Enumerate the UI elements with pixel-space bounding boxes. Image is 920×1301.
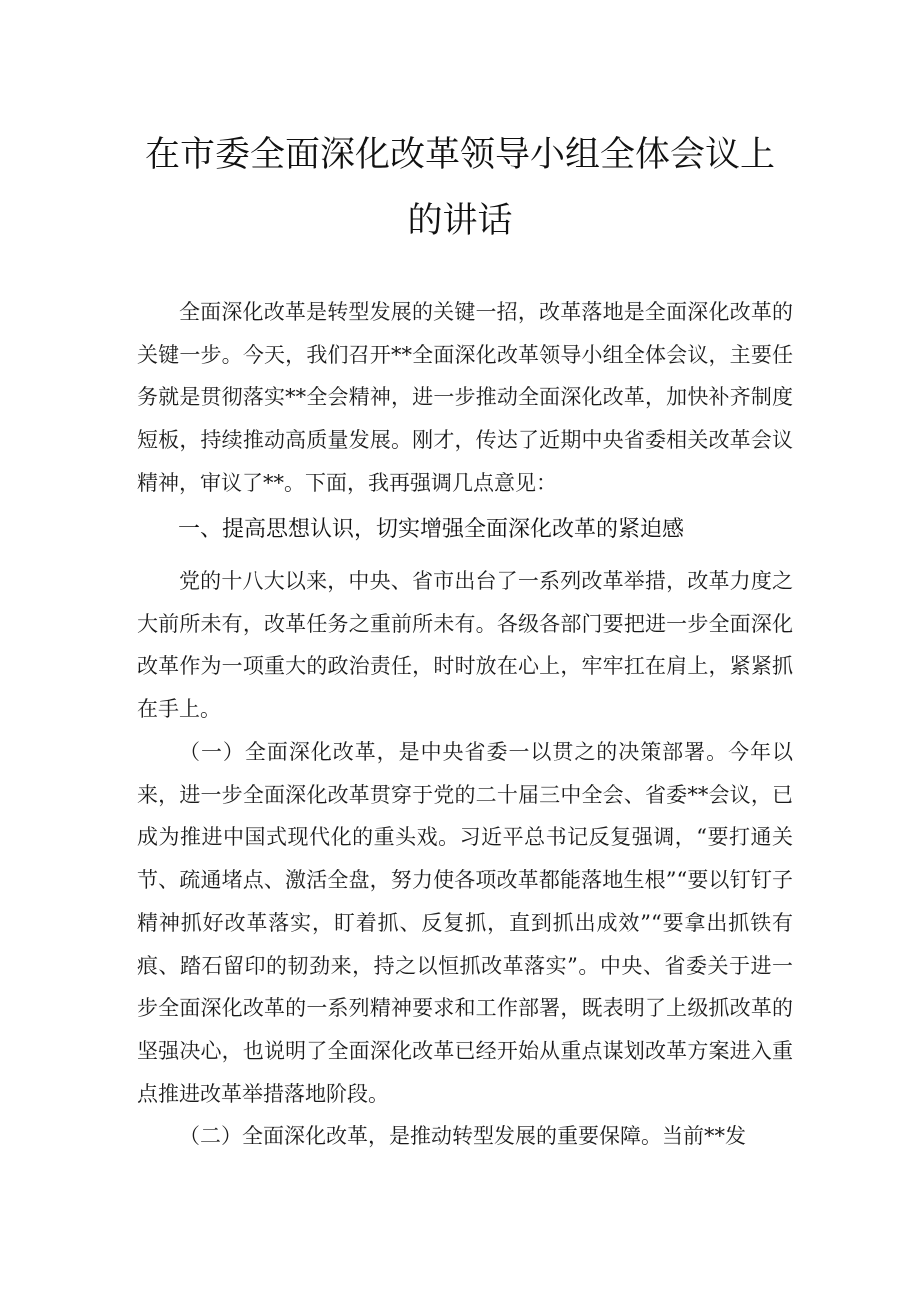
intro-paragraph: 全面深化改革是转型发展的关键一招，改革落地是全面深化改革的关键一步。今天，我们召开**全面深化改革领导小组全体会议，主要任务就是贯彻落实**全会精神，进一步推动全面深化改革，加快补齐制度短板，持续推动高质量发展。刚才，传达了近期中央省委相关改革会议精神，审议了**。下面，我再强调几点意见： — [137, 300, 793, 495]
document-title-line-2: 的讲话 — [407, 201, 513, 241]
section-1-heading: 一、提高思想认识，切实增强全面深化改革的紧迫感 — [178, 517, 685, 542]
point-1-paragraph: （一）全面深化改革，是中央省委一以贯之的决策部署。今年以来，进一步全面深化改革贯穿于党的二十届三中全会、省委**会议，已成为推进中国式现代化的重头戏。习近平总书记反复强调，“要打通关节、疏通堵点、激活全盘，努力使各项改革都能落地生根”“要以钉钉子精神抓好改革落实，盯着抓、反复抓，直到抓出成效”“要拿出抓铁有痕、踏石留印的韧劲来，持之以恒抓改革落实”。中央、省委关于进一步全面深化改革的一系列精神要求和工作部署，既表明了上级抓改革的坚强决心，也说明了全面深化改革已经开始从重点谋划改革方案进入重点推进改革举措落地阶段。 — [137, 740, 793, 1106]
document-title-line-1: 在市委全面深化改革领导小组全体会议上 — [144, 135, 775, 175]
section-1-body-paragraph: 党的十八大以来，中央、省市出台了一系列改革举措，改革力度之大前所未有，改革任务之重前所未有。各级各部门要把进一步全面深化改革作为一项重大的政治责任，时时放在心上，牢牢扛在肩上，紧紧抓在手上。 — [137, 569, 793, 722]
point-2-paragraph: （二）全面深化改革，是推动转型发展的重要保障。当前**发 — [179, 1124, 746, 1148]
